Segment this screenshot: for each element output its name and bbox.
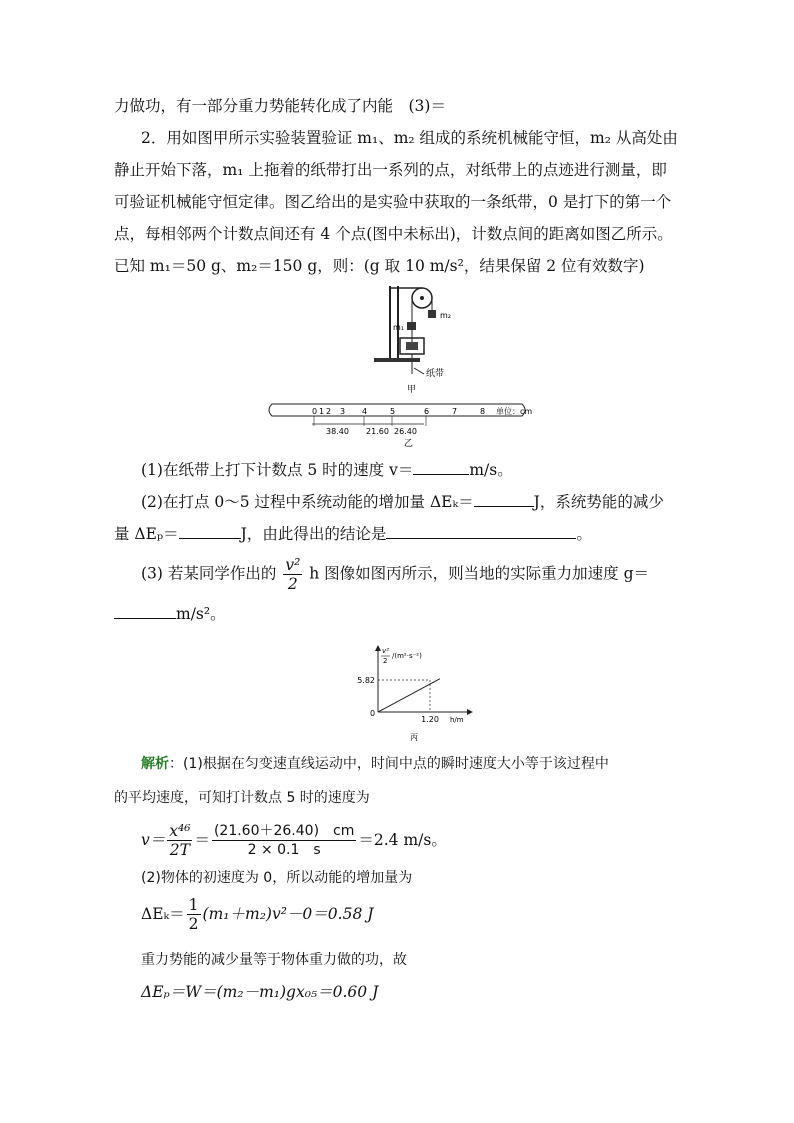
- tape-dist-4-5: 21.60: [366, 427, 389, 436]
- eq1-rhs: ＝2.4 m/s。: [358, 831, 447, 849]
- m2-label: m₂: [440, 311, 451, 320]
- paper-tape-figure: [266, 402, 532, 448]
- problem-2-line-3: 可验证机械能守恒定律。图乙给出的是实验中获取的一条纸带，0 是打下的第一个: [114, 193, 672, 211]
- question-3-line-2: [114, 602, 226, 624]
- answer-blank-3[interactable]: [114, 602, 176, 619]
- solution-text-1: ：(1)根据在匀变速直线运动中，时间中点的瞬时速度大小等于该过程中: [169, 756, 609, 772]
- eq2-lhs: ΔEₖ＝: [141, 905, 185, 923]
- question-2-line-2: [114, 522, 592, 544]
- solution-line-1: [141, 754, 609, 774]
- tape-point-0: 0: [312, 407, 318, 416]
- frac-den: 2: [287, 575, 298, 593]
- eq1-frac-1: [167, 822, 192, 859]
- x-tick-label: 1.20: [421, 715, 439, 724]
- question-3-unit: m/s²。: [176, 605, 226, 623]
- question-1-unit: m/s。: [469, 461, 513, 479]
- solution-line-4: 重力势能的减少量等于物体重力做的功，故: [141, 952, 407, 968]
- y-label-num: v²: [382, 647, 389, 655]
- tape-dist-5-6: 26.40: [394, 427, 417, 436]
- problem-2-line-5: 已知 m₁＝50 g、m₂＝150 g，则：(g 取 10 m/s²，结果保留 2 位有效数字): [114, 257, 645, 275]
- question-2-text-d: J，由此得出的结论是: [240, 525, 387, 543]
- equation-potential: ΔEₚ＝W＝(m₂－m₁)gx₀₅＝0.60 J: [141, 983, 379, 1001]
- question-3-text: (3) 若某同学作出的: [141, 564, 277, 583]
- question-3-fraction: [283, 556, 302, 593]
- question-3-text-b: h 图像如图丙所示，则当地的实际重力加速度 g＝: [309, 564, 650, 583]
- question-2-line-1: [141, 490, 664, 512]
- figure-bing-label: 丙: [410, 733, 418, 742]
- question-2-text-e: 。: [576, 525, 592, 543]
- eq1-frac-2: [212, 822, 356, 859]
- figure-yi-label: 乙: [404, 439, 414, 448]
- eq2-rhs: (m₁＋m₂)v²－0＝0.58 J: [202, 905, 374, 923]
- y-tick-label: 5.82: [357, 676, 375, 685]
- problem-2-line-1: 2．用如图甲所示实验装置验证 m₁、m₂ 组成的系统机械能守恒，m₂ 从高处由: [141, 129, 678, 147]
- eq2-den: 2: [188, 914, 199, 933]
- tape-point-6: 6: [424, 407, 430, 416]
- eq1-num2: (21.60＋26.40) cm: [213, 822, 355, 839]
- data-line: [378, 679, 440, 712]
- tape-dist-0-4: 38.40: [326, 427, 349, 436]
- eq1-lhs: v＝: [141, 831, 166, 849]
- origin-label: 0: [370, 709, 376, 718]
- y-label-den: 2: [383, 657, 388, 665]
- equation-kinetic: [141, 892, 373, 936]
- frac-num: v²: [285, 556, 301, 574]
- tape-point-3: 3: [340, 407, 346, 416]
- text-line-1: 力做功，有一部分重力势能转化成了内能 (3)＝: [114, 97, 446, 115]
- question-1: [141, 458, 513, 480]
- tape-point-8: 8: [480, 407, 486, 416]
- y-unit: /(m²·s⁻²): [392, 652, 422, 660]
- answer-blank-2a[interactable]: [474, 490, 534, 507]
- question-2-text: (2)在打点 0～5 过程中系统动能的增加量 ΔEₖ＝: [141, 493, 474, 511]
- tape-point-4: 4: [362, 407, 368, 416]
- solution-title: 解析: [141, 756, 169, 772]
- equation-velocity: [141, 818, 447, 862]
- question-2-text-b: J，系统势能的减少: [533, 493, 664, 511]
- question-3-line-1: [141, 556, 649, 593]
- solution-line-2: 的平均速度，可知打计数点 5 时的速度为: [114, 790, 370, 806]
- answer-blank-1[interactable]: [413, 458, 469, 475]
- solution-line-3: (2)物体的初速度为 0，所以动能的增加量为: [141, 870, 413, 886]
- m1-label: m₁: [393, 323, 404, 332]
- eq1-equals: ＝: [194, 831, 210, 849]
- eq1-den2: 2 × 0.1 s: [247, 841, 321, 858]
- answer-blank-2c[interactable]: [386, 522, 576, 539]
- x-label: h/m: [450, 716, 464, 724]
- figure-jia-label: 甲: [407, 385, 417, 394]
- eq2-num: 1: [188, 895, 199, 914]
- answer-blank-2b[interactable]: [179, 522, 241, 539]
- v2-h-graph: [352, 644, 482, 744]
- question-1-text: (1)在纸带上打下计数点 5 时的速度 v＝: [141, 461, 414, 479]
- apparatus-figure: [360, 282, 470, 394]
- eq2-frac: [187, 896, 201, 933]
- problem-2-line-4: 点，每相邻两个计数点间还有 4 个点(图中未标出)，计数点间的距离如图乙所示。: [114, 225, 673, 243]
- tape-point-7: 7: [452, 407, 458, 416]
- question-2-text-c: 量 ΔEₚ＝: [114, 525, 179, 543]
- eq1-num1: x⁴⁶: [169, 821, 191, 840]
- eq1-den1: 2T: [169, 840, 190, 859]
- tape-label: 纸带: [426, 369, 445, 379]
- tape-point-5: 5: [390, 407, 396, 416]
- tape-point-1: 1: [319, 407, 325, 416]
- tape-unit-label: 单位：cm: [496, 407, 532, 416]
- tape-point-2: 2: [326, 407, 332, 416]
- problem-2-line-2: 静止开始下落，m₁ 上拖着的纸带打出一系列的点，对纸带上的点迹进行测量，即: [114, 161, 667, 179]
